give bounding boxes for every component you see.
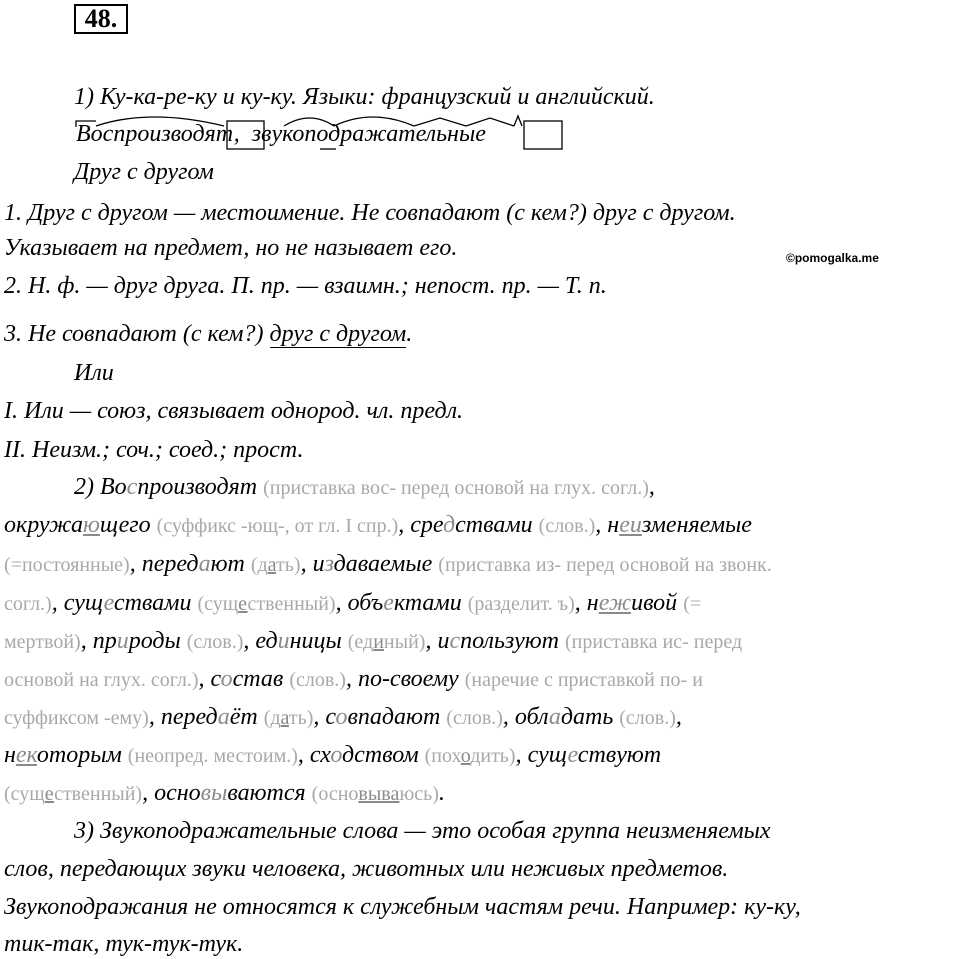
note-4 xyxy=(251,554,301,576)
parse-p3-underlined xyxy=(270,321,407,348)
heading-friend: Друг с другом xyxy=(74,159,214,185)
w12b: о xyxy=(220,666,233,692)
w5a: и xyxy=(312,551,325,577)
w4c: ют xyxy=(210,551,245,577)
note-18a: (пох xyxy=(424,745,461,767)
note-10 xyxy=(348,631,426,653)
note-3: (=постоянные) xyxy=(4,554,130,576)
w15c: впадают xyxy=(347,704,441,730)
w12c: став xyxy=(232,666,284,692)
w2c: ствами xyxy=(455,512,533,538)
note-13: (наречие с приставкой по- и xyxy=(464,669,703,691)
w16a: обл xyxy=(514,704,549,730)
w1a: окружа xyxy=(4,512,83,538)
w0b: с xyxy=(126,474,138,500)
w17b: ек xyxy=(15,742,37,768)
note-16: (слов.) xyxy=(619,707,676,729)
w4b: а xyxy=(198,551,211,577)
p2-line3: (=постоянные), передают (дать), издаваемые (приставка из- перед основой на звонк. xyxy=(4,551,772,577)
w6c: ствами xyxy=(113,590,192,616)
parse-p1: 1. Друг с другом — местоимение. Не совпадают (с кем?) друг с другом. xyxy=(4,200,736,226)
w8a: н xyxy=(586,590,599,616)
note-20c: ва xyxy=(381,783,400,805)
w1c: щего xyxy=(99,512,151,538)
morph-comma: , xyxy=(233,121,240,147)
w9b: и xyxy=(116,628,129,654)
w4a: перед xyxy=(141,551,199,577)
w15a: с xyxy=(325,704,336,730)
note-5b: согл.) xyxy=(4,593,52,615)
p2-line8: некоторым (неопред. местоим.), сходством (походить), существуют xyxy=(4,742,662,768)
w3a: н xyxy=(607,512,620,538)
w14a: перед xyxy=(160,704,218,730)
w2b: д xyxy=(442,512,456,538)
parse-p3-prefix: 3. Не совпадают (с кем?) xyxy=(4,321,270,347)
w5c: даваемые xyxy=(333,551,433,577)
note-13b: суффиксом -ему) xyxy=(4,707,149,729)
note-18b: о xyxy=(460,745,471,767)
note-14 xyxy=(264,707,314,729)
heading-or: Или xyxy=(74,360,114,386)
note-15: (слов.) xyxy=(446,707,503,729)
p2-line2: окружающего (суффикс -ющ-, от гл. I спр.), средствами (слов.), неизменяемые xyxy=(4,512,752,538)
w17c: оторым xyxy=(36,742,122,768)
w9c: роды xyxy=(128,628,181,654)
w16c: дать xyxy=(560,704,614,730)
p2-line7: суффиксом -ему), передаёт (дать), совпадают (слов.), обладать (слов.), xyxy=(4,704,682,730)
note-1: (суффикс -ющ-, от гл. I спр.) xyxy=(156,515,399,537)
w19a: сущ xyxy=(527,742,568,768)
note-5: (приставка из- перед основой на звонк. xyxy=(438,554,772,576)
w20a: осно xyxy=(154,780,201,806)
w6b: е xyxy=(103,590,114,616)
w9a: пр xyxy=(92,628,117,654)
w0a: 2) Во xyxy=(74,474,127,500)
note-19 xyxy=(4,783,142,805)
part3-l1: 3) Звукоподражательные слова — это особая группа неизменяемых xyxy=(74,818,771,844)
w20b: вы xyxy=(200,780,228,806)
note-8b: мертвой) xyxy=(4,631,81,653)
parse-p3 xyxy=(4,320,412,348)
part3-l3: Звукоподражания не относятся к служебным частям речи. Например: ку-ку, xyxy=(4,894,801,920)
parse-p1b: Указывает на предмет, но не называет его. xyxy=(4,235,458,261)
note-20a: (осно xyxy=(311,783,359,805)
note-4a: (д xyxy=(250,554,268,576)
note-6a: (сущ xyxy=(197,593,239,615)
note-20d: юсь) xyxy=(399,783,439,805)
w8b: еж xyxy=(598,590,632,616)
w11b: с xyxy=(449,628,461,654)
w18a: сх xyxy=(309,742,331,768)
w1b: ю xyxy=(82,512,100,538)
w3c: зменяемые xyxy=(641,512,752,538)
p2-line4: согл.), существами (существенный), объектами (разделит. ъ), неживой (= xyxy=(4,590,702,616)
p2-line6: основой на глух. согл.), состав (слов.), по-своему (наречие с приставкой по- и xyxy=(4,666,703,692)
note-19a: (сущ xyxy=(4,783,45,805)
note-6b: е xyxy=(238,593,248,615)
w20c: ваются xyxy=(227,780,306,806)
w17a: н xyxy=(4,742,16,768)
w6a: сущ xyxy=(63,590,104,616)
note-14a: (д xyxy=(263,707,281,729)
w10c: ницы xyxy=(289,628,342,654)
w3b: еи xyxy=(619,512,642,538)
note-11b: основой на глух. согл.) xyxy=(4,669,199,691)
note-8: (= xyxy=(683,593,702,615)
note-20b: вы xyxy=(358,783,382,805)
w7c: ктами xyxy=(393,590,462,616)
note-10c: ный) xyxy=(383,631,426,653)
w13: по-своему xyxy=(357,666,459,692)
note-4b: а xyxy=(267,554,277,576)
parse-p2: 2. Н. ф. — друг друга. П. пр. — взаимн.; непост. пр. — Т. п. xyxy=(4,273,607,299)
p2-line1: 2) Воспроизводят (приставка вос- перед основой на глух. согл.), xyxy=(74,474,655,500)
morph-word-reproduce: Воспроизводят xyxy=(76,121,234,147)
w12a: с xyxy=(210,666,221,692)
note-18 xyxy=(425,745,516,767)
p2-line9: (существенный), основываются (основываюсь). xyxy=(4,780,445,806)
note-9: (слов.) xyxy=(186,631,244,653)
w8c: ивой xyxy=(631,590,678,616)
note-20 xyxy=(312,783,439,805)
parse-p3-suffix: . xyxy=(406,321,413,347)
w14c: ёт xyxy=(229,704,258,730)
note-14c: ть) xyxy=(288,707,314,729)
w10a: ед xyxy=(255,628,278,654)
note-7: (разделит. ъ) xyxy=(467,593,575,615)
morph-word-onomatopoeic: звукоподражательные xyxy=(251,121,486,147)
part1-line1: 1) Ку-ка-ре-ку и ку-ку. Языки: французский и английский. xyxy=(74,84,655,110)
watermark: ©pomogalka.me xyxy=(786,251,879,265)
note-19b: е xyxy=(44,783,55,805)
w19c: ствуют xyxy=(577,742,662,768)
w18b: о xyxy=(330,742,342,768)
parse-i2: II. Неизм.; соч.; соед.; прост. xyxy=(4,437,304,463)
w0c: производят xyxy=(137,474,258,500)
w16b: а xyxy=(548,704,561,730)
w7b: е xyxy=(383,590,394,616)
w5b: з xyxy=(324,551,334,577)
w10b: и xyxy=(277,628,290,654)
w14b: а xyxy=(217,704,230,730)
p2-line5: мертвой), природы (слов.), единицы (единый), используют (приставка ис- перед xyxy=(4,628,743,654)
note-10b: и xyxy=(373,631,384,653)
note-0: (приставка вос- перед основой на глух. согл.) xyxy=(263,477,649,499)
parse-p3-dashed: друг с другом xyxy=(269,321,407,347)
note-19c: ственный) xyxy=(54,783,143,805)
note-4c: ть) xyxy=(276,554,301,576)
morph-line xyxy=(76,120,486,148)
task-number: 48. xyxy=(74,4,128,34)
w18c: дством xyxy=(342,742,419,768)
note-10a: (ед xyxy=(347,631,374,653)
w7a: объ xyxy=(347,590,384,616)
note-6c: ственный) xyxy=(247,593,336,615)
note-14b: а xyxy=(280,707,289,729)
note-18c: дить) xyxy=(470,745,516,767)
w15b: о xyxy=(335,704,348,730)
note-17: (неопред. местоим.) xyxy=(127,745,298,767)
note-6 xyxy=(197,593,335,615)
w11a: и xyxy=(437,628,450,654)
w19b: е xyxy=(567,742,578,768)
note-11: (приставка ис- перед xyxy=(565,631,743,653)
parse-i1: I. Или — союз, связывает однород. чл. предл. xyxy=(4,398,464,424)
part3-l4: тик-так, тук-тук-тук. xyxy=(4,931,244,957)
part3-l2: слов, передающих звуки человека, животных или неживых предметов. xyxy=(4,856,729,882)
w2a: сре xyxy=(410,512,443,538)
note-12: (слов.) xyxy=(289,669,346,691)
note-2: (слов.) xyxy=(538,515,596,537)
w11c: пользуют xyxy=(460,628,559,654)
